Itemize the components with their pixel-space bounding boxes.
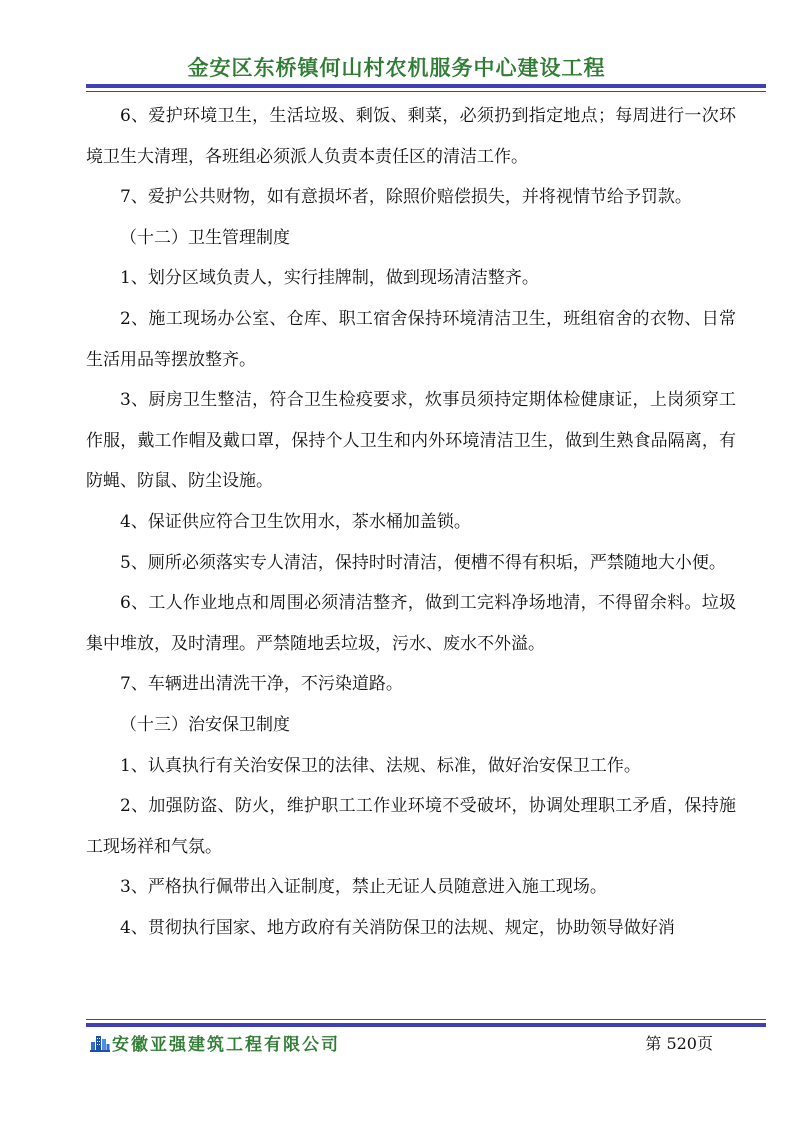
- building-logo-icon: [90, 1033, 110, 1052]
- page-number: 第 520页: [645, 1034, 713, 1053]
- paragraph: 7、车辆进出清洗干净，不污染道路。: [120, 674, 403, 695]
- footer-rule-thin: [86, 1019, 766, 1020]
- footer-rule-thick: [86, 1023, 766, 1027]
- paragraph: 1、划分区域负责人，实行挂牌制，做到现场清洁整齐。: [120, 268, 539, 289]
- section-heading: （十三）治安保卫制度: [120, 714, 290, 735]
- footer-company-name: 安徽亚强建筑工程有限公司: [112, 1035, 340, 1055]
- paragraph: 2、加强防盗、防火，维护职工工作业环境不受破坏，协调处理职工矛盾，保持施工现场祥和气氛。: [86, 796, 736, 857]
- header-rule-thick: [86, 84, 766, 88]
- paragraph: 3、严格执行佩带出入证制度，禁止无证人员随意进入施工现场。: [120, 877, 607, 898]
- document-title: 金安区东桥镇何山村农机服务中心建设工程: [187, 56, 606, 80]
- paragraph: 5、厕所必须落实专人清洁，保持时时清洁，便槽不得有积垢，严禁随地大小便。: [120, 552, 726, 573]
- paragraph: 6、工人作业地点和周围必须清洁整齐，做到工完料净场地清，不得留余料。垃圾集中堆放，及时清理。严禁随地丢垃圾，污水、废水不外溢。: [86, 593, 736, 654]
- body-text: [86, 96, 736, 948]
- paragraph: 6、爱护环境卫生，生活垃圾、剩饭、剩菜，必须扔到指定地点；每周进行一次环境卫生大清理，各班组必须派人负责本责任区的清洁工作。: [86, 106, 736, 167]
- paragraph: 2、施工现场办公室、仓库、职工宿舍保持环境清洁卫生，班组宿舍的衣物、日常生活用品等摆放整齐。: [86, 308, 736, 370]
- section-heading: （十二）卫生管理制度: [120, 227, 290, 248]
- paragraph: 4、贯彻执行国家、地方政府有关消防保卫的法规、规定，协助领导做好消: [120, 917, 675, 938]
- paragraph: 1、认真执行有关治安保卫的法律、法规、标准，做好治安保卫工作。: [120, 755, 641, 776]
- paragraph: 7、爱护公共财物，如有意损坏者，除照价赔偿损失，并将视情节给予罚款。: [120, 187, 692, 208]
- paragraph: 3、厨房卫生整洁，符合卫生检疫要求，炊事员须持定期体检健康证，上岗须穿工作服，戴工作帽及戴口罩，保持个人卫生和内外环境清洁卫生，做到生熟食品隔离，有防蝇、防鼠、防尘设施。: [86, 390, 736, 492]
- paragraph: 4、保证供应符合卫生饮用水，茶水桶加盖锁。: [120, 511, 471, 532]
- header-rule-thin: [86, 91, 766, 92]
